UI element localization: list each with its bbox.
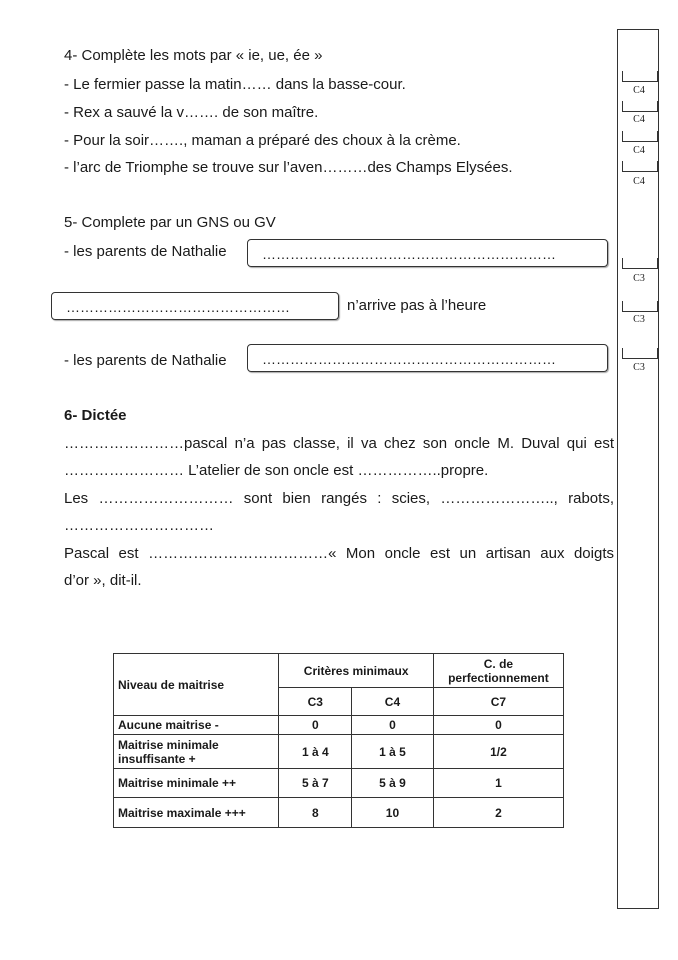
cell-c4: 5 à 9 xyxy=(352,769,434,798)
row-label: Aucune maitrise - xyxy=(114,716,279,735)
score-code: C3 xyxy=(633,362,645,373)
score-code: C4 xyxy=(633,176,645,187)
table-row xyxy=(114,735,564,769)
cell-c3: 1 à 4 xyxy=(279,735,352,769)
exercise-line: - Rex a sauvé la v……. de son maître. xyxy=(64,104,319,121)
score-code: C3 xyxy=(633,314,645,325)
cell-c7: 2 xyxy=(433,798,563,828)
answer-box-2[interactable]: ………………………………………… xyxy=(51,292,339,320)
dictation-line: ………………………… xyxy=(64,517,214,534)
section5-line3-label: - les parents de Nathalie xyxy=(64,352,227,369)
row-label: Maitrise maximale +++ xyxy=(114,798,279,828)
dictation-line: d’or », dit-il. xyxy=(64,572,142,589)
table-row xyxy=(114,798,564,828)
answer-box-3[interactable]: ……………………………………………………… xyxy=(247,344,608,372)
sub-header-c4: C4 xyxy=(352,688,434,716)
perfection-header: C. de perfectionnement xyxy=(433,654,563,688)
exercise-line: - Pour la soir……., maman a préparé des choux à la crème. xyxy=(64,132,461,149)
score-code: C4 xyxy=(633,145,645,156)
section4-title: 4- Complète les mots par « ie, ue, ée » xyxy=(64,47,323,64)
row-label: Maitrise minimale insuffisante + xyxy=(114,735,279,769)
table-row xyxy=(114,769,564,798)
dictation-line: …………………… L’atelier de son oncle est ……………..propre. xyxy=(64,462,489,479)
cell-c3: 5 à 7 xyxy=(279,769,352,798)
section6-title: 6- Dictée xyxy=(64,407,127,424)
exercise-line: - Le fermier passe la matin…… dans la basse-cour. xyxy=(64,76,406,93)
score-mark xyxy=(622,71,658,82)
exercise-line: - l’arc de Triomphe se trouve sur l’aven………des Champs Elysées. xyxy=(64,159,513,176)
table-row xyxy=(114,716,564,735)
dictation-line: ……………………pascal n’a pas classe, il va chez son oncle M. Duval qui est xyxy=(64,435,614,452)
dictation-line: Pascal est ………………………………« Mon oncle est un artisan aux doigts xyxy=(64,545,614,562)
row-label: Maitrise minimale ++ xyxy=(114,769,279,798)
score-code: C4 xyxy=(633,114,645,125)
cell-c3: 0 xyxy=(279,716,352,735)
cell-c4: 0 xyxy=(352,716,434,735)
score-mark xyxy=(622,348,658,359)
answer-box-1[interactable]: ……………………………………………………… xyxy=(247,239,608,267)
score-code: C3 xyxy=(633,273,645,284)
cell-c3: 8 xyxy=(279,798,352,828)
cell-c4: 1 à 5 xyxy=(352,735,434,769)
score-mark xyxy=(622,131,658,142)
score-mark xyxy=(622,161,658,172)
mastery-table xyxy=(113,653,564,828)
cell-c4: 10 xyxy=(352,798,434,828)
criteria-header: Critères minimaux xyxy=(279,654,433,688)
score-mark xyxy=(622,258,658,269)
sub-header-c3: C3 xyxy=(279,688,352,716)
cell-c7: 1/2 xyxy=(433,735,563,769)
score-mark xyxy=(622,101,658,112)
cell-c7: 1 xyxy=(433,769,563,798)
level-header: Niveau de maitrise xyxy=(114,654,279,716)
sub-header-c7: C7 xyxy=(433,688,563,716)
section5-line1-label: - les parents de Nathalie xyxy=(64,243,227,260)
section5-line2-text: n’arrive pas à l’heure xyxy=(347,297,487,314)
score-mark xyxy=(622,301,658,312)
section5-title: 5- Complete par un GNS ou GV xyxy=(64,214,276,231)
score-code: C4 xyxy=(633,85,645,96)
dictation-line: Les ……………………… sont bien rangés : scies, ………………….., rabots, xyxy=(64,490,614,507)
cell-c7: 0 xyxy=(433,716,563,735)
